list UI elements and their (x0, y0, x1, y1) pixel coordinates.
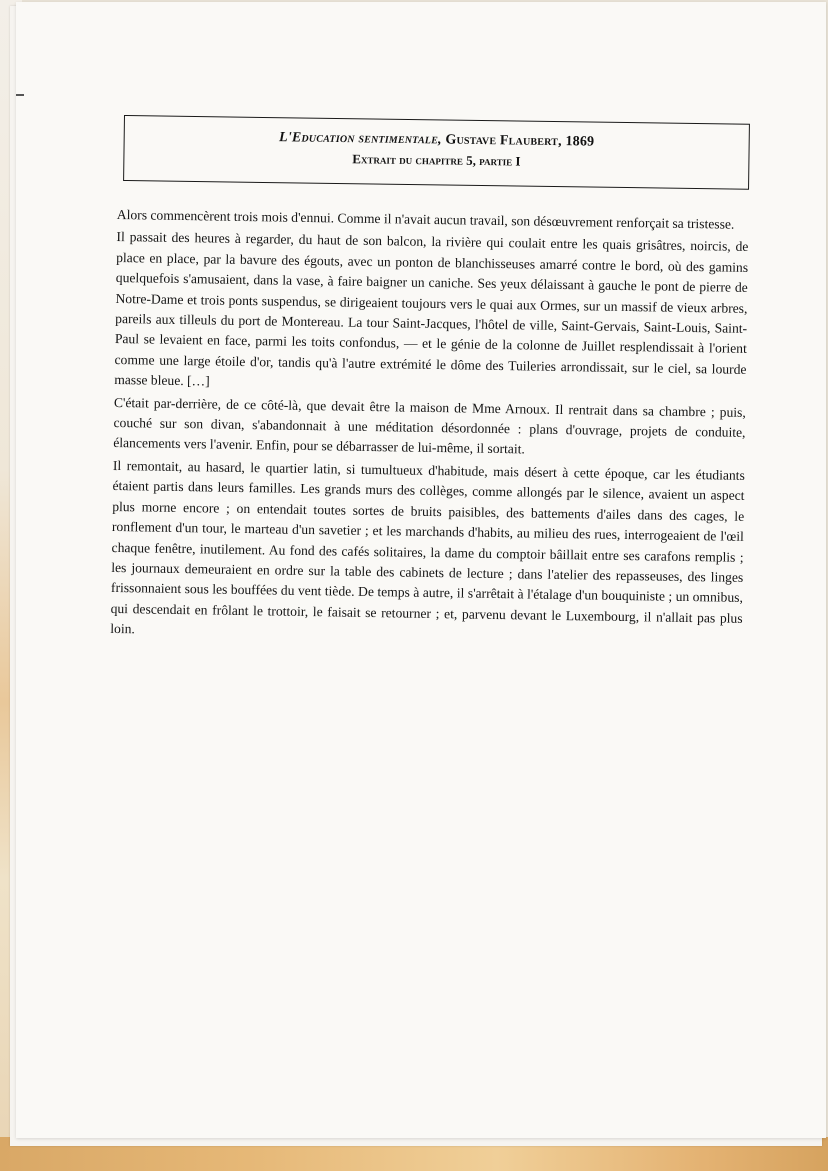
document-subtitle: Extrait du chapitre 5, partie I (352, 151, 521, 169)
excerpt-text (110, 205, 749, 651)
paragraph-1: Alors commencèrent trois mois d'ennui. Comme il n'avait aucun travail, son désœuvrement renforçait sa tristesse. (116, 206, 735, 232)
paragraph-4: Il remontait, au hasard, le quartier latin, si tumultueux d'habitude, mais désert à cette époque, car les étudiants étaient partis dans leurs familles. Les grands murs des collèges, comme allongés par le silence, avaient un aspect plus morne encore ; on entendait toutes sortes de bruits paisibles, des battements d'ailes dans des cages, le ronflement d'un tour, le marteau d'un savetier ; et les marchands d'habits, au milieu des rues, interrogeaient de l'œil chaque fenêtre, inutilement. Au fond des cafés solitaires, la dame du comptoir bâillait entre ses carafons remplis ; les journaux demeuraient en ordre sur la table des cabinets de lecture ; dans l'atelier des repasseuses, des linges frissonnaient sous les bouffées du vent tiède. De temps à autre, il s'arrêtait à l'étalage d'un bouquiniste ; un omnibus, qui descendait en frôlant le trottoir, le faisait se retourner ; et, parvenu devant le Luxembourg, il n'allait pas plus loin. (110, 457, 745, 637)
title-box (123, 115, 750, 190)
paragraph-3: C'était par-derrière, de ce côté-là, que devait être la maison de Mme Arnoux. Il rentrait dans sa chambre ; puis, couché sur son divan, s'abandonnait à une méditation désordonnée : plans d'ouvrage, projets de conduite, élancements vers l'avenir. Enfin, pour se débarrasser de lui-même, il sortait. (113, 394, 746, 457)
work-title: L'Education sentimentale, (278, 130, 442, 148)
author-year: Gustave Flaubert, 1869 (441, 132, 595, 150)
paragraph-2: Il passait des heures à regarder, du haut de son balcon, la rivière qui coulait entre les quais grisâtres, noircis, de place en place, par la bavure des égouts, avec un ponton de blanchisseuses amarré contre le bord, où des gamins quelquefois s'amusaient, dans la vase, à faire baigner un caniche. Ses yeux délaissant à gauche le pont de pierre de Notre-Dame et trois ponts suspendus, se dirigeaient toujours vers le quai aux Ormes, sur un massif de vieux arbres, pareils aux tilleuls du port de Montereau. La tour Saint-Jacques, l'hôtel de ville, Saint-Gervais, Saint-Louis, Saint-Paul se levaient en face, parmi les toits confondus, — et le génie de la colonne de Juillet resplendissait à l'orient comme une large étoile d'or, tandis qu'à l'autre extrémité le dôme des Tuileries arrondissait, sur le ciel, sa lourde masse bleue. […] (114, 229, 749, 389)
paper-mark (16, 94, 24, 96)
